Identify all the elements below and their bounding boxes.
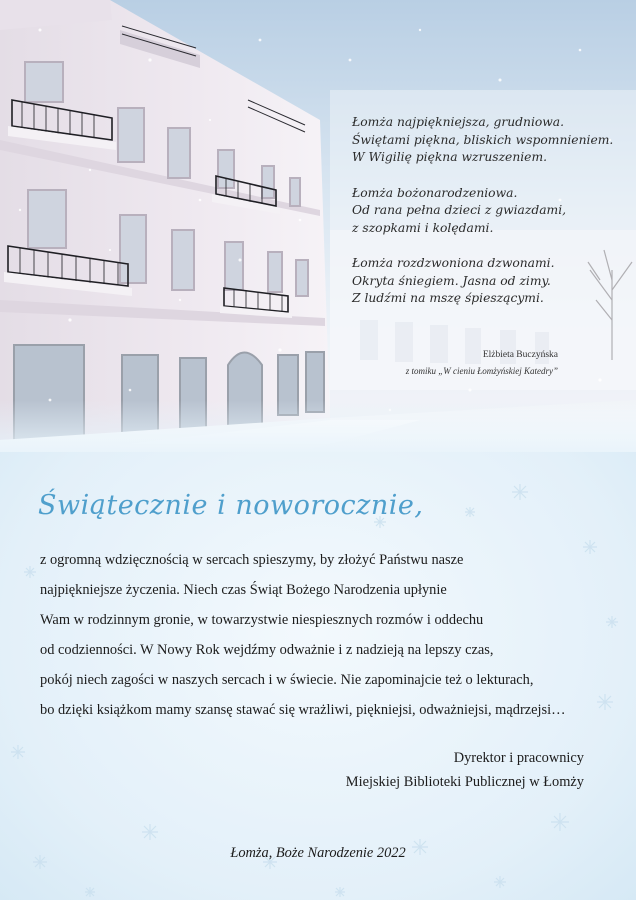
poem [352, 114, 622, 326]
body-line: pokój niech zagości w naszych sercach i w świecie. Nie zapominajcie też o lekturach, [40, 672, 534, 688]
greeting-body [40, 545, 620, 725]
poem-author: Elżbieta Buczyńska [482, 350, 558, 360]
signature-line: Dyrektor i pracownicy [453, 750, 584, 766]
poem-stanza [352, 185, 622, 238]
poem-stanza [352, 255, 622, 308]
poem-line: Łomża rozdzwoniona dzwonami. [352, 256, 555, 270]
poem-line: Od rana pełna dzieci z gwiazdami, [352, 203, 567, 217]
poem-line: Łomża bożonarodzeniowa. [352, 185, 518, 200]
signature [346, 746, 584, 794]
poem-line: Łomża najpiękniejsza, grudniowa. [352, 115, 565, 129]
body-line: bo dzięki książkom mamy szansę stawać się wrażliwi, piękniejsi, odważniejsi, mądrzejsi… [40, 702, 566, 718]
body-line: z ogromną wdzięcznością w sercach spieszymy, by złożyć Państwu nasze [40, 552, 464, 568]
body-line: od codzienności. W Nowy Rok wejdźmy odważnie i z nadzieją na lepszy czas, [40, 642, 494, 658]
body-line: najpiękniejsze życzenia. Niech czas Świąt Bożego Narodzenia upłynie [40, 582, 447, 598]
greeting-heading: Świątecznie i noworocznie, [38, 490, 424, 521]
body-line: Wam w rodzinnym gronie, w towarzystwie niespiesznych rozmów i oddechu [40, 612, 484, 628]
place-and-date: Łomża, Boże Narodzenie 2022 [230, 845, 406, 861]
signature-line: Miejskiej Biblioteki Publicznej w Łomży [345, 774, 584, 790]
poem-line: Z ludźmi na mszę śpieszącymi. [352, 291, 544, 305]
poem-line: Okryta śniegiem. Jasna od zimy. [352, 273, 551, 288]
poem-line: z szopkami i kolędami. [352, 220, 494, 235]
poem-line: W Wigilię piękna wzruszeniem. [352, 150, 548, 164]
poem-stanza [352, 114, 622, 167]
poem-source: z tomiku „W cieniu Łomżyńskiej Katedry” [405, 366, 558, 376]
poem-line: Świętami piękna, bliskich wspomnieniem. [352, 132, 614, 147]
photo-fade [0, 400, 636, 452]
